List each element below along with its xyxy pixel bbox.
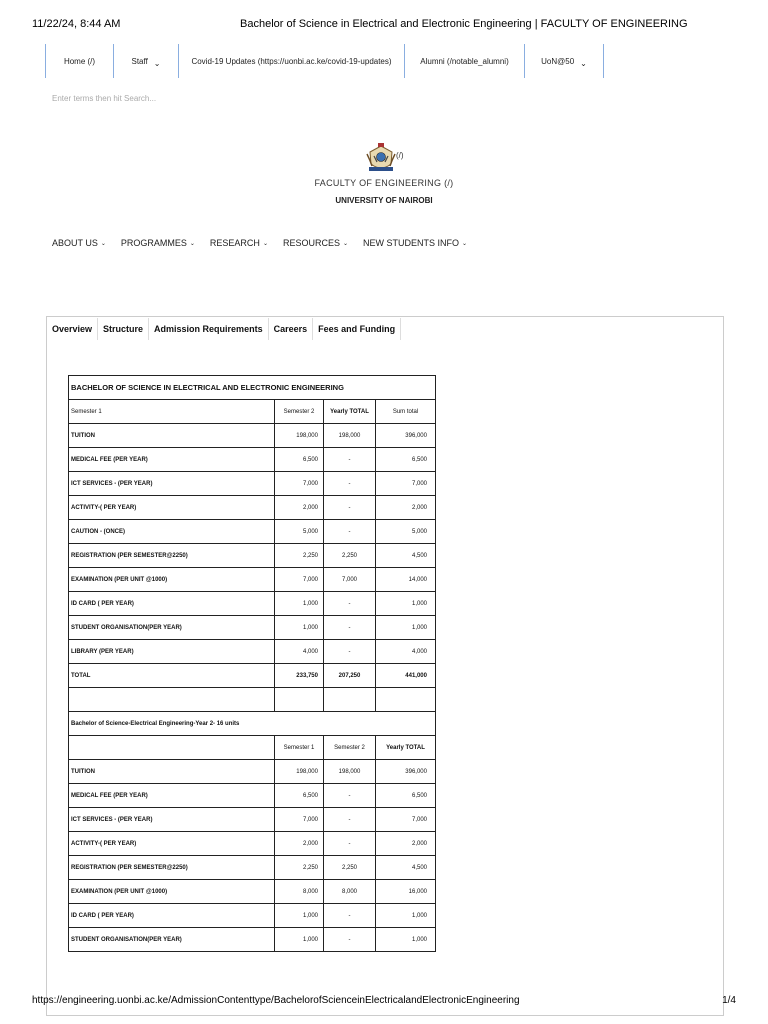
table-cell: ACTIVITY-( PER YEAR) [69, 832, 275, 856]
table-empty-row [69, 688, 436, 712]
table-cell: 6,500 [376, 448, 436, 472]
table-cell: 7,000 [275, 568, 324, 592]
topnav-uon50-dropdown[interactable]: UoN@50 ⌄ [524, 44, 604, 78]
print-page-title: Bachelor of Science in Electrical and Electronic Engineering | FACULTY OF ENGINEERING [240, 18, 688, 30]
table-cell: 1,000 [275, 592, 324, 616]
nav-about-us[interactable]: ABOUT US ⌄ [52, 238, 106, 248]
table-cell: 1,000 [275, 904, 324, 928]
table-cell: LIBRARY (PER YEAR) [69, 640, 275, 664]
table-cell: Yearly TOTAL [376, 736, 436, 760]
chevron-down-icon: ⌄ [580, 58, 587, 68]
search-input[interactable] [52, 90, 352, 106]
nav-new-students-info[interactable]: NEW STUDENTS INFO ⌄ [363, 238, 468, 248]
table-cell: REGISTRATION (PER SEMESTER@2250) [69, 856, 275, 880]
table-cell: - [324, 784, 376, 808]
table-row [69, 832, 436, 856]
table-cell: MEDICAL FEE (PER YEAR) [69, 448, 275, 472]
table-cell: 5,000 [376, 520, 436, 544]
table-cell: CAUTION - (ONCE) [69, 520, 275, 544]
table-cell: TUITION [69, 424, 275, 448]
table-cell: 1,000 [376, 616, 436, 640]
table-cell: ICT SERVICES - (PER YEAR) [69, 472, 275, 496]
table-cell: 441,000 [376, 664, 436, 688]
table-cell: 198,000 [275, 424, 324, 448]
university-name: UNIVERSITY OF NAIROBI [335, 196, 433, 205]
table-cell: 1,000 [376, 592, 436, 616]
topnav-covid-link[interactable]: Covid-19 Updates (https://uonbi.ac.ke/covid-19-updates) [178, 44, 404, 78]
table-total-row [69, 664, 436, 688]
faculty-title-link[interactable]: FACULTY OF ENGINEERING (/) [314, 178, 454, 188]
table-cell: 1,000 [275, 616, 324, 640]
nav-research[interactable]: RESEARCH ⌄ [209, 238, 268, 248]
table-cell: 4,500 [376, 856, 436, 880]
table-row [69, 520, 436, 544]
table-cell: EXAMINATION (PER UNIT @1000) [69, 880, 275, 904]
table-cell: 1,000 [376, 904, 436, 928]
table-cell: 6,500 [275, 448, 324, 472]
table-row [69, 784, 436, 808]
chevron-down-icon: ⌄ [342, 241, 349, 247]
table-cell: - [324, 904, 376, 928]
table-cell: ICT SERVICES - (PER YEAR) [69, 808, 275, 832]
chevron-down-icon: ⌄ [262, 241, 268, 247]
table-cell: 2,000 [275, 832, 324, 856]
table-cell: - [324, 640, 376, 664]
chevron-down-icon: ⌄ [462, 241, 468, 247]
table-row [69, 568, 436, 592]
chevron-down-icon: ⌄ [189, 241, 195, 247]
top-nav [45, 44, 604, 78]
table-cell: 198,000 [324, 424, 376, 448]
table-cell: Semester 2 [275, 400, 324, 424]
table-header-row [69, 736, 436, 760]
tab-overview[interactable]: Overview [47, 318, 98, 340]
table-cell: 14,000 [376, 568, 436, 592]
table-cell: - [324, 448, 376, 472]
table-cell: 4,000 [376, 640, 436, 664]
fees-table [68, 375, 436, 952]
table-row [69, 496, 436, 520]
table-cell [69, 688, 275, 712]
table-cell: 7,000 [324, 568, 376, 592]
table-cell: Sum total [376, 400, 436, 424]
table-header-row [69, 400, 436, 424]
topnav-staff-dropdown[interactable]: Staff ⌄ [113, 44, 178, 78]
table-cell: - [324, 808, 376, 832]
table-title: BACHELOR OF SCIENCE IN ELECTRICAL AND ELECTRONIC ENGINEERING [69, 376, 436, 400]
table-title-row [69, 376, 436, 400]
table-cell: MEDICAL FEE (PER YEAR) [69, 784, 275, 808]
table-row [69, 880, 436, 904]
university-crest-logo[interactable] [366, 142, 396, 174]
table-cell: 7,000 [376, 472, 436, 496]
table-cell: 6,500 [376, 784, 436, 808]
table-row [69, 544, 436, 568]
table-cell: ACTIVITY-( PER YEAR) [69, 496, 275, 520]
table-cell: Semester 1 [69, 400, 275, 424]
table-cell: STUDENT ORGANISATION(PER YEAR) [69, 928, 275, 952]
table-cell: 8,000 [275, 880, 324, 904]
table-row [69, 856, 436, 880]
table-cell: 4,500 [376, 544, 436, 568]
table-cell: REGISTRATION (PER SEMESTER@2250) [69, 544, 275, 568]
table-cell: - [324, 472, 376, 496]
table-row [69, 448, 436, 472]
table-cell: EXAMINATION (PER UNIT @1000) [69, 568, 275, 592]
table-cell: - [324, 592, 376, 616]
table-cell: 198,000 [275, 760, 324, 784]
table-cell: - [324, 928, 376, 952]
table-row [69, 928, 436, 952]
table-cell: - [324, 832, 376, 856]
table-row [69, 592, 436, 616]
table-cell: 7,000 [275, 472, 324, 496]
nav-resources[interactable]: RESOURCES ⌄ [282, 238, 349, 248]
chevron-down-icon: ⌄ [153, 58, 161, 68]
table-cell: TOTAL [69, 664, 275, 688]
topnav-home-link[interactable]: Home (/) [45, 44, 113, 78]
tab-careers[interactable]: Careers [269, 318, 314, 340]
table-row [69, 616, 436, 640]
table-cell: Semester 1 [275, 736, 324, 760]
table-cell: 5,000 [275, 520, 324, 544]
table-cell: - [324, 496, 376, 520]
table-row [69, 640, 436, 664]
tab-admission-requirements[interactable]: Admission Requirements [149, 318, 269, 340]
table-cell: 2,250 [324, 544, 376, 568]
print-header [32, 18, 736, 34]
table-cell: 2,250 [275, 856, 324, 880]
table-row [69, 808, 436, 832]
table-cell: 1,000 [275, 928, 324, 952]
table-cell: 2,000 [376, 832, 436, 856]
print-timestamp: 11/22/24, 8:44 AM [32, 18, 121, 30]
table-cell: 1,000 [376, 928, 436, 952]
table-row [69, 472, 436, 496]
table-cell: 2,000 [275, 496, 324, 520]
table-cell: Semester 2 [324, 736, 376, 760]
print-url: https://engineering.uonbi.ac.ke/AdmissionContenttype/BachelorofScienceinElectricalandElectronicEngineering [32, 995, 520, 1006]
tab-bar [47, 318, 401, 340]
table-cell [275, 688, 324, 712]
table-cell: - [324, 520, 376, 544]
table-cell [376, 688, 436, 712]
table-subtitle: Bachelor of Science-Electrical Engineering-Year 2- 16 units [69, 712, 436, 736]
table-cell: 16,000 [376, 880, 436, 904]
table-cell [324, 688, 376, 712]
table-row [69, 760, 436, 784]
topnav-alumni-link[interactable]: Alumni (/notable_alumni) [404, 44, 524, 78]
main-nav [52, 238, 467, 248]
table-cell: 2,000 [376, 496, 436, 520]
table-cell: STUDENT ORGANISATION(PER YEAR) [69, 616, 275, 640]
table-subtitle-row [69, 712, 436, 736]
table-cell: ID CARD ( PER YEAR) [69, 592, 275, 616]
table-cell: ID CARD ( PER YEAR) [69, 904, 275, 928]
table-cell: 7,000 [275, 808, 324, 832]
table-cell: TUITION [69, 760, 275, 784]
tab-structure[interactable]: Structure [98, 318, 149, 340]
table-cell: Yearly TOTAL [324, 400, 376, 424]
table-row [69, 424, 436, 448]
nav-programmes[interactable]: PROGRAMMES ⌄ [120, 238, 195, 248]
table-cell [69, 736, 275, 760]
table-cell: 207,250 [324, 664, 376, 688]
table-cell: 4,000 [275, 640, 324, 664]
table-cell: 8,000 [324, 880, 376, 904]
table-cell: 396,000 [376, 760, 436, 784]
table-cell: 198,000 [324, 760, 376, 784]
table-cell: 6,500 [275, 784, 324, 808]
table-cell: 233,750 [275, 664, 324, 688]
table-cell: - [324, 616, 376, 640]
print-footer [32, 995, 736, 1009]
logo-link-suffix[interactable]: (/) [396, 151, 404, 160]
table-row [69, 904, 436, 928]
table-cell: 396,000 [376, 424, 436, 448]
chevron-down-icon: ⌄ [100, 241, 106, 247]
tab-fees-and-funding[interactable]: Fees and Funding [313, 318, 401, 340]
print-page-number: 1/4 [722, 995, 736, 1006]
table-cell: 2,250 [324, 856, 376, 880]
table-cell: 2,250 [275, 544, 324, 568]
table-cell: 7,000 [376, 808, 436, 832]
